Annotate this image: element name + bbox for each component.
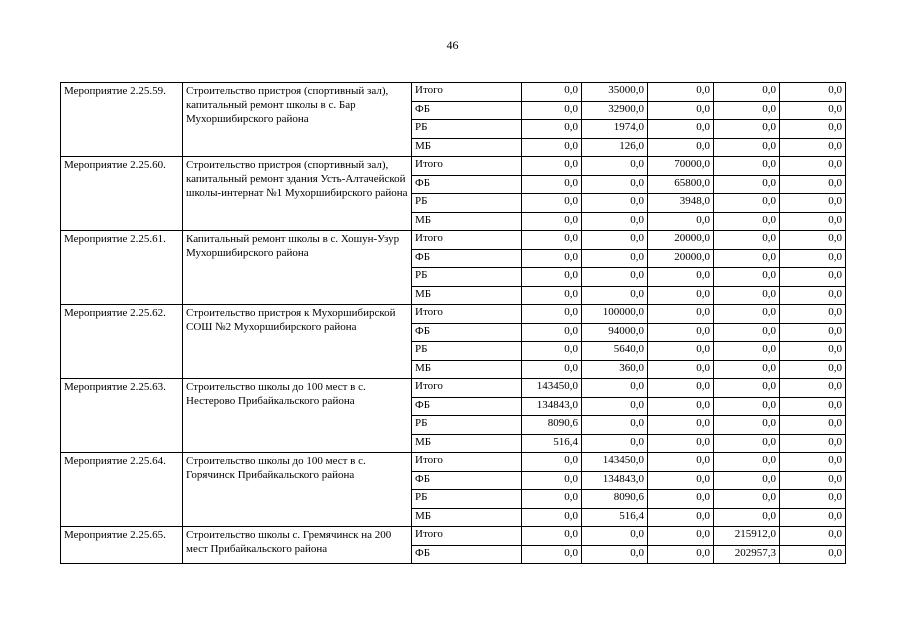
amount-cell-year-4: 0,0 — [714, 416, 780, 435]
amount-cell-year-3: 0,0 — [648, 360, 714, 379]
amount-cell-year-3: 0,0 — [648, 101, 714, 120]
measure-name: Строительство пристроя (спортивный зал), капитальный ремонт здания Усть-Алтачейской школы-интернат №1 Мухоршибирского района — [183, 157, 412, 231]
amount-cell-year-4: 0,0 — [714, 194, 780, 213]
amount-cell-year-3: 0,0 — [648, 120, 714, 139]
measure-name: Строительство школы до 100 мест в с. Горячинск Прибайкальского района — [183, 453, 412, 527]
table-row — [61, 305, 846, 324]
amount-cell-year-1: 0,0 — [522, 342, 582, 361]
amount-cell-year-3: 0,0 — [648, 416, 714, 435]
amount-cell-year-5: 0,0 — [780, 286, 846, 305]
amount-cell-year-2: 0,0 — [582, 175, 648, 194]
amount-cell-year-1: 0,0 — [522, 286, 582, 305]
amount-cell-year-4: 0,0 — [714, 471, 780, 490]
amount-cell-year-4: 0,0 — [714, 360, 780, 379]
amount-cell-year-4: 0,0 — [714, 120, 780, 139]
amount-cell-year-3: 0,0 — [648, 286, 714, 305]
measure-name: Строительство пристроя (спортивный зал), капитальный ремонт школы в с. Бар Мухоршибирского района — [183, 83, 412, 157]
funding-source: РБ — [412, 342, 522, 361]
amount-cell-year-1: 0,0 — [522, 323, 582, 342]
amount-cell-year-3: 20000,0 — [648, 231, 714, 250]
amount-cell-year-4: 0,0 — [714, 379, 780, 398]
amount-cell-year-2: 126,0 — [582, 138, 648, 157]
amount-cell-year-2: 32900,0 — [582, 101, 648, 120]
amount-cell-year-3: 0,0 — [648, 305, 714, 324]
funding-source: МБ — [412, 212, 522, 231]
amount-cell-year-5: 0,0 — [780, 360, 846, 379]
amount-cell-year-1: 0,0 — [522, 268, 582, 287]
measure-code: Мероприятие 2.25.65. — [61, 527, 183, 564]
funding-source: РБ — [412, 416, 522, 435]
funding-source: МБ — [412, 434, 522, 453]
amount-cell-year-3: 0,0 — [648, 471, 714, 490]
table-row — [61, 527, 846, 546]
amount-cell-year-5: 0,0 — [780, 490, 846, 509]
funding-source: ФБ — [412, 545, 522, 564]
amount-cell-year-1: 0,0 — [522, 360, 582, 379]
amount-cell-year-2: 0,0 — [582, 379, 648, 398]
funding-source: Итого — [412, 453, 522, 472]
funding-source: Итого — [412, 157, 522, 176]
amount-cell-year-2: 5640,0 — [582, 342, 648, 361]
amount-cell-year-4: 0,0 — [714, 508, 780, 527]
measure-code: Мероприятие 2.25.62. — [61, 305, 183, 379]
amount-cell-year-2: 0,0 — [582, 416, 648, 435]
amount-cell-year-2: 134843,0 — [582, 471, 648, 490]
amount-cell-year-5: 0,0 — [780, 434, 846, 453]
funding-source: Итого — [412, 379, 522, 398]
amount-cell-year-4: 0,0 — [714, 101, 780, 120]
amount-cell-year-4: 0,0 — [714, 286, 780, 305]
funding-source: РБ — [412, 268, 522, 287]
amount-cell-year-3: 0,0 — [648, 138, 714, 157]
amount-cell-year-3: 0,0 — [648, 379, 714, 398]
budget-table — [60, 82, 846, 564]
amount-cell-year-4: 0,0 — [714, 323, 780, 342]
amount-cell-year-5: 0,0 — [780, 471, 846, 490]
amount-cell-year-3: 0,0 — [648, 545, 714, 564]
funding-source: РБ — [412, 490, 522, 509]
amount-cell-year-1: 0,0 — [522, 138, 582, 157]
measure-name: Строительство пристроя к Мухоршибирской СОШ №2 Мухоршибирского района — [183, 305, 412, 379]
funding-source: ФБ — [412, 397, 522, 416]
amount-cell-year-2: 35000,0 — [582, 83, 648, 102]
funding-source: Итого — [412, 83, 522, 102]
amount-cell-year-2: 0,0 — [582, 397, 648, 416]
funding-source: ФБ — [412, 101, 522, 120]
amount-cell-year-5: 0,0 — [780, 379, 846, 398]
amount-cell-year-2: 0,0 — [582, 434, 648, 453]
amount-cell-year-5: 0,0 — [780, 397, 846, 416]
amount-cell-year-5: 0,0 — [780, 416, 846, 435]
amount-cell-year-3: 70000,0 — [648, 157, 714, 176]
amount-cell-year-4: 0,0 — [714, 305, 780, 324]
amount-cell-year-2: 143450,0 — [582, 453, 648, 472]
amount-cell-year-4: 0,0 — [714, 212, 780, 231]
amount-cell-year-4: 0,0 — [714, 268, 780, 287]
amount-cell-year-5: 0,0 — [780, 527, 846, 546]
page-number: 46 — [446, 38, 459, 52]
amount-cell-year-3: 0,0 — [648, 212, 714, 231]
amount-cell-year-5: 0,0 — [780, 453, 846, 472]
measure-code: Мероприятие 2.25.59. — [61, 83, 183, 157]
measure-code: Мероприятие 2.25.61. — [61, 231, 183, 305]
amount-cell-year-5: 0,0 — [780, 249, 846, 268]
amount-cell-year-2: 516,4 — [582, 508, 648, 527]
amount-cell-year-1: 0,0 — [522, 305, 582, 324]
amount-cell-year-2: 8090,6 — [582, 490, 648, 509]
amount-cell-year-4: 0,0 — [714, 175, 780, 194]
amount-cell-year-1: 0,0 — [522, 508, 582, 527]
amount-cell-year-3: 0,0 — [648, 323, 714, 342]
amount-cell-year-4: 0,0 — [714, 231, 780, 250]
amount-cell-year-2: 0,0 — [582, 545, 648, 564]
amount-cell-year-1: 0,0 — [522, 471, 582, 490]
amount-cell-year-2: 0,0 — [582, 286, 648, 305]
amount-cell-year-1: 0,0 — [522, 231, 582, 250]
amount-cell-year-5: 0,0 — [780, 508, 846, 527]
amount-cell-year-4: 0,0 — [714, 157, 780, 176]
amount-cell-year-4: 0,0 — [714, 397, 780, 416]
amount-cell-year-3: 0,0 — [648, 490, 714, 509]
table-row — [61, 157, 846, 176]
amount-cell-year-2: 0,0 — [582, 212, 648, 231]
amount-cell-year-4: 0,0 — [714, 138, 780, 157]
amount-cell-year-5: 0,0 — [780, 157, 846, 176]
funding-source: МБ — [412, 360, 522, 379]
amount-cell-year-1: 0,0 — [522, 157, 582, 176]
amount-cell-year-5: 0,0 — [780, 268, 846, 287]
amount-cell-year-2: 0,0 — [582, 527, 648, 546]
amount-cell-year-5: 0,0 — [780, 545, 846, 564]
measure-name: Капитальный ремонт школы в с. Хошун-Узур Мухоршибирского района — [183, 231, 412, 305]
amount-cell-year-3: 0,0 — [648, 527, 714, 546]
amount-cell-year-1: 0,0 — [522, 212, 582, 231]
amount-cell-year-2: 0,0 — [582, 249, 648, 268]
funding-source: Итого — [412, 527, 522, 546]
measure-name: Строительство школы с. Гремячинск на 200 мест Прибайкальского района — [183, 527, 412, 564]
amount-cell-year-3: 65800,0 — [648, 175, 714, 194]
funding-source: ФБ — [412, 249, 522, 268]
amount-cell-year-2: 0,0 — [582, 231, 648, 250]
amount-cell-year-4: 215912,0 — [714, 527, 780, 546]
amount-cell-year-2: 100000,0 — [582, 305, 648, 324]
amount-cell-year-2: 0,0 — [582, 157, 648, 176]
amount-cell-year-3: 0,0 — [648, 268, 714, 287]
amount-cell-year-3: 0,0 — [648, 434, 714, 453]
amount-cell-year-2: 94000,0 — [582, 323, 648, 342]
table-row — [61, 453, 846, 472]
amount-cell-year-1: 0,0 — [522, 101, 582, 120]
measure-code: Мероприятие 2.25.63. — [61, 379, 183, 453]
amount-cell-year-1: 0,0 — [522, 83, 582, 102]
amount-cell-year-1: 0,0 — [522, 490, 582, 509]
amount-cell-year-5: 0,0 — [780, 194, 846, 213]
funding-source: ФБ — [412, 175, 522, 194]
amount-cell-year-1: 0,0 — [522, 249, 582, 268]
amount-cell-year-3: 0,0 — [648, 342, 714, 361]
amount-cell-year-3: 0,0 — [648, 83, 714, 102]
amount-cell-year-4: 202957,3 — [714, 545, 780, 564]
amount-cell-year-5: 0,0 — [780, 231, 846, 250]
amount-cell-year-3: 0,0 — [648, 397, 714, 416]
funding-source: МБ — [412, 508, 522, 527]
amount-cell-year-2: 0,0 — [582, 268, 648, 287]
amount-cell-year-4: 0,0 — [714, 83, 780, 102]
table-row — [61, 83, 846, 102]
amount-cell-year-2: 0,0 — [582, 194, 648, 213]
amount-cell-year-3: 20000,0 — [648, 249, 714, 268]
amount-cell-year-5: 0,0 — [780, 175, 846, 194]
budget-table-body — [61, 83, 846, 564]
amount-cell-year-5: 0,0 — [780, 212, 846, 231]
amount-cell-year-5: 0,0 — [780, 342, 846, 361]
measure-code: Мероприятие 2.25.60. — [61, 157, 183, 231]
amount-cell-year-3: 0,0 — [648, 453, 714, 472]
table-row — [61, 231, 846, 250]
table-row — [61, 379, 846, 398]
funding-source: Итого — [412, 305, 522, 324]
amount-cell-year-5: 0,0 — [780, 138, 846, 157]
amount-cell-year-5: 0,0 — [780, 305, 846, 324]
amount-cell-year-1: 516,4 — [522, 434, 582, 453]
funding-source: МБ — [412, 138, 522, 157]
funding-source: Итого — [412, 231, 522, 250]
amount-cell-year-4: 0,0 — [714, 342, 780, 361]
measure-name: Строительство школы до 100 мест в с. Нестерово Прибайкальского района — [183, 379, 412, 453]
amount-cell-year-1: 0,0 — [522, 545, 582, 564]
measure-code: Мероприятие 2.25.64. — [61, 453, 183, 527]
funding-source: РБ — [412, 120, 522, 139]
amount-cell-year-1: 143450,0 — [522, 379, 582, 398]
amount-cell-year-1: 0,0 — [522, 175, 582, 194]
amount-cell-year-4: 0,0 — [714, 434, 780, 453]
amount-cell-year-1: 0,0 — [522, 453, 582, 472]
amount-cell-year-2: 360,0 — [582, 360, 648, 379]
amount-cell-year-4: 0,0 — [714, 490, 780, 509]
amount-cell-year-1: 134843,0 — [522, 397, 582, 416]
amount-cell-year-2: 1974,0 — [582, 120, 648, 139]
amount-cell-year-5: 0,0 — [780, 323, 846, 342]
amount-cell-year-5: 0,0 — [780, 120, 846, 139]
amount-cell-year-1: 0,0 — [522, 527, 582, 546]
amount-cell-year-4: 0,0 — [714, 453, 780, 472]
amount-cell-year-1: 8090,6 — [522, 416, 582, 435]
amount-cell-year-1: 0,0 — [522, 194, 582, 213]
amount-cell-year-5: 0,0 — [780, 101, 846, 120]
funding-source: РБ — [412, 194, 522, 213]
amount-cell-year-4: 0,0 — [714, 249, 780, 268]
amount-cell-year-1: 0,0 — [522, 120, 582, 139]
amount-cell-year-3: 0,0 — [648, 508, 714, 527]
funding-source: ФБ — [412, 471, 522, 490]
amount-cell-year-3: 3948,0 — [648, 194, 714, 213]
funding-source: МБ — [412, 286, 522, 305]
amount-cell-year-5: 0,0 — [780, 83, 846, 102]
funding-source: ФБ — [412, 323, 522, 342]
